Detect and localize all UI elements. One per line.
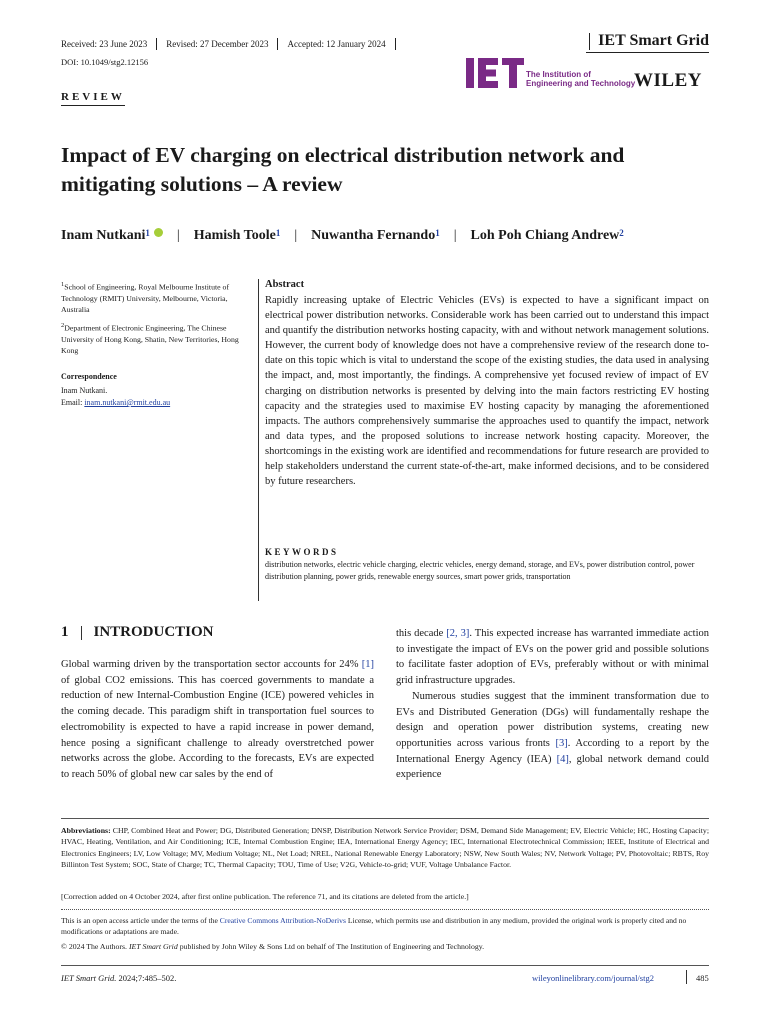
divider [686,970,687,984]
citation-link[interactable]: [3] [555,737,568,749]
footer-volume: 2024;7:485–502. [116,973,177,983]
footer-journal: IET Smart Grid. [61,973,117,983]
paragraph [396,689,709,783]
license-link[interactable]: Creative Commons Attribution-NoDerivs [219,916,346,925]
copyright-text: published by John Wiley & Sons Ltd on behalf of The Institution of Engineering and Technology. [177,942,485,951]
affiliation-1 [61,279,251,315]
iet-name-line1: The Institution of [526,70,591,79]
correspondence-email [61,398,170,407]
orcid-icon[interactable] [154,228,163,237]
author-name[interactable]: Hamish Toole [193,228,276,243]
page-number: 485 [696,973,709,983]
keywords-text: distribution networks, electric vehicle charging, electric vehicles, energy demand, storage, and EVs, power distribution control, power distribution planning, power grids, renewable energy sources, smart power grids, transportation [265,560,695,581]
citation-link[interactable]: [4] [556,753,569,765]
copyright-text: © 2024 The Authors. [61,942,129,951]
body-text: . This expected increase has warranted immediate action to investigate the impact of EVs on the power grid and possible solutions to facilitate faster adoption of EVs, preferably without or with minimal grid infrastructure upgrades. [396,628,710,687]
body-column-right [396,626,709,783]
affiliation-text: Department of Electronic Engineering, The Chinese University of Hong Kong, Shatin, New Territories, Hong Kong [61,323,239,355]
divider [156,38,157,50]
divider [81,626,82,640]
abbreviations-text: CHP, Combined Heat and Power; DG, Distributed Generation; DNSP, Distribution Network Service Provider; DSM, Demand Side Management; EV, Electric Vehicle; HC, Hosting Capacity; HVAC, Heating, Ventilation, and Air Conditioning; ICE, Internal Combustion Engine; IEA, International Energy Agency; IEC, International Electrotechnical Commission; IEEE, Institute of Electrical and Electronics Engineers; LV, Low Voltage; MV, Medium Voltage; NL, Net Load; NREL, National Renewable Energy Laboratory; NSW, New South Wales; NV, Network Voltage; PV, Photovoltaic; RBTS, Roy Billinton Test System; SOC, State of Charge; TC, Thermal Capacity; TOU, Time of Use; V2G, Vehicle-to-grid; VUF, Voltage Unbalance Factor. [61,826,709,869]
revised-date: Revised: 27 December 2023 [166,39,269,49]
abbreviations [61,825,709,870]
affiliation-text: School of Engineering, Royal Melbourne Institute of Technology (RMIT) University, Melbourne, Victoria, Australia [61,282,230,314]
abstract-heading: Abstract [265,279,305,290]
section-heading [61,624,214,641]
author-separator: | [176,228,180,243]
author-name[interactable]: Loh Poh Chiang Andrew [470,228,620,243]
citation-link[interactable]: [1] [361,659,374,670]
author-list [61,228,624,244]
author-affiliation-mark[interactable]: 1 [275,228,281,238]
license-text: License, which permits use and distribution in any medium, provided the original work is properly cited and no modifications or adaptations are made. [61,916,687,936]
abbreviations-label: Abbreviations: [61,826,111,835]
section-number: 1 [61,624,69,640]
author-affiliation-mark[interactable]: 2 [619,228,624,238]
journal-url-link[interactable]: wileyonlinelibrary.com/journal/stg2 [532,973,654,983]
footnote-rule [61,818,709,819]
wiley-logo: WILEY [634,70,702,91]
footer-citation [61,973,176,983]
body-text: Numerous studies suggest that the imminent transformation due to EVs and Distributed Generation (DGs) will fundamentally reshape the design and operation power distribution systems, creating new opportunities across various fronts [396,690,709,749]
body-column-left [61,657,374,783]
affiliation-mark: 2 [61,322,65,329]
copyright-journal: IET Smart Grid [128,942,178,951]
affiliation-2 [61,320,251,356]
body-text: . According to a report by the International Energy Agency (IEA) [396,737,709,765]
dotted-divider [61,909,709,910]
article-type: REVIEW [61,91,125,106]
journal-header [589,32,709,50]
footer-rule [61,965,709,966]
correspondence-heading: Correspondence [61,372,117,381]
keywords-heading: KEYWORDS [265,547,339,557]
license-note [61,915,709,937]
divider [395,38,396,50]
received-date: Received: 23 June 2023 [61,39,148,49]
email-label: Email: [61,398,83,407]
article-title: Impact of EV charging on electrical distribution network and mitigating solutions – A review [61,143,625,196]
article-dates [61,38,405,50]
accepted-date: Accepted: 12 January 2024 [287,39,386,49]
copyright [61,942,484,951]
abstract-text: Rapidly increasing uptake of Electric Vehicles (EVs) is expected to have a significant impact on electrical power distribution networks. Considerable work has been carried out to understand this impact and quantify the distribution networks hosting capacity, with and without network management solutions. However, the current body of knowledge does not have a comprehensive review of the research done to-date on this topic which is vital to understand the scope of the existing studies, the data used in analysing the impact, and, most importantly, the findings. A comprehensive yet focused review of impact of EV charging on distribution networks is presented by delving into the main factors restricting EV hosting capacity and the strategies used to maximise EV hosting capacity by managing the aforementioned impacts. The authors comprehensively summarise the approaches used to quantify the impact, network and data types, and the proposed solutions to increase network hosting capacity. Moreover, the shortcomings in the existing work are identified and recommendations for future research are provided to help stakeholders understand the current state-of-the-art, make informed decisions, and to be considered by future researchers. [265,295,709,488]
email-link[interactable]: inam.nutkani@rmit.edu.au [84,398,171,407]
author-separator: | [453,228,457,243]
divider [589,33,591,50]
author-affiliation-mark[interactable]: 1 [145,228,150,238]
iet-name-line2: Engineering and Technology [526,79,636,88]
affiliation-mark: 1 [61,281,65,288]
body-text: this decade [396,628,447,639]
body-text: of global CO2 emissions. This has coerced governments to mandate a reduction of new Internal-Combustion Engine (ICE) powered vehicles in the coming decade. This paradigm shift in transportation fuel sources to electromobility is expected to have a rapid increase in power demand, hence posing a significant challenge to already overstretched power networks across the globe. According to the forecasts, EVs are expected to reach 50% of global new car sales by the end of [61,674,374,780]
iet-logo-icon [466,58,524,88]
journal-name: IET Smart Grid [598,32,709,49]
license-text: This is an open access article under the terms of the [61,916,220,925]
correspondence-name: Inam Nutkani. [61,386,108,395]
body-text: Global warming driven by the transportation sector accounts for 24% [61,659,362,670]
author-name[interactable]: Inam Nutkani [61,228,146,243]
section-title: INTRODUCTION [93,624,214,640]
body-text: , global network demand could experience [396,753,709,781]
doi[interactable]: DOI: 10.1049/stg2.12156 [61,57,149,67]
author-name[interactable]: Nuwantha Fernando [311,228,436,243]
iet-name [526,70,635,88]
paragraph [396,626,709,689]
header-rule [586,52,709,53]
author-separator: | [294,228,298,243]
paragraph [61,657,374,783]
column-divider [258,279,259,601]
author-affiliation-mark[interactable]: 1 [435,228,440,238]
divider [277,38,278,50]
correction-note: [Correction added on 4 October 2024, after first online publication. The reference 71, and its citations are deleted from the article.] [61,892,469,901]
citation-link[interactable]: [2, 3] [446,628,470,639]
